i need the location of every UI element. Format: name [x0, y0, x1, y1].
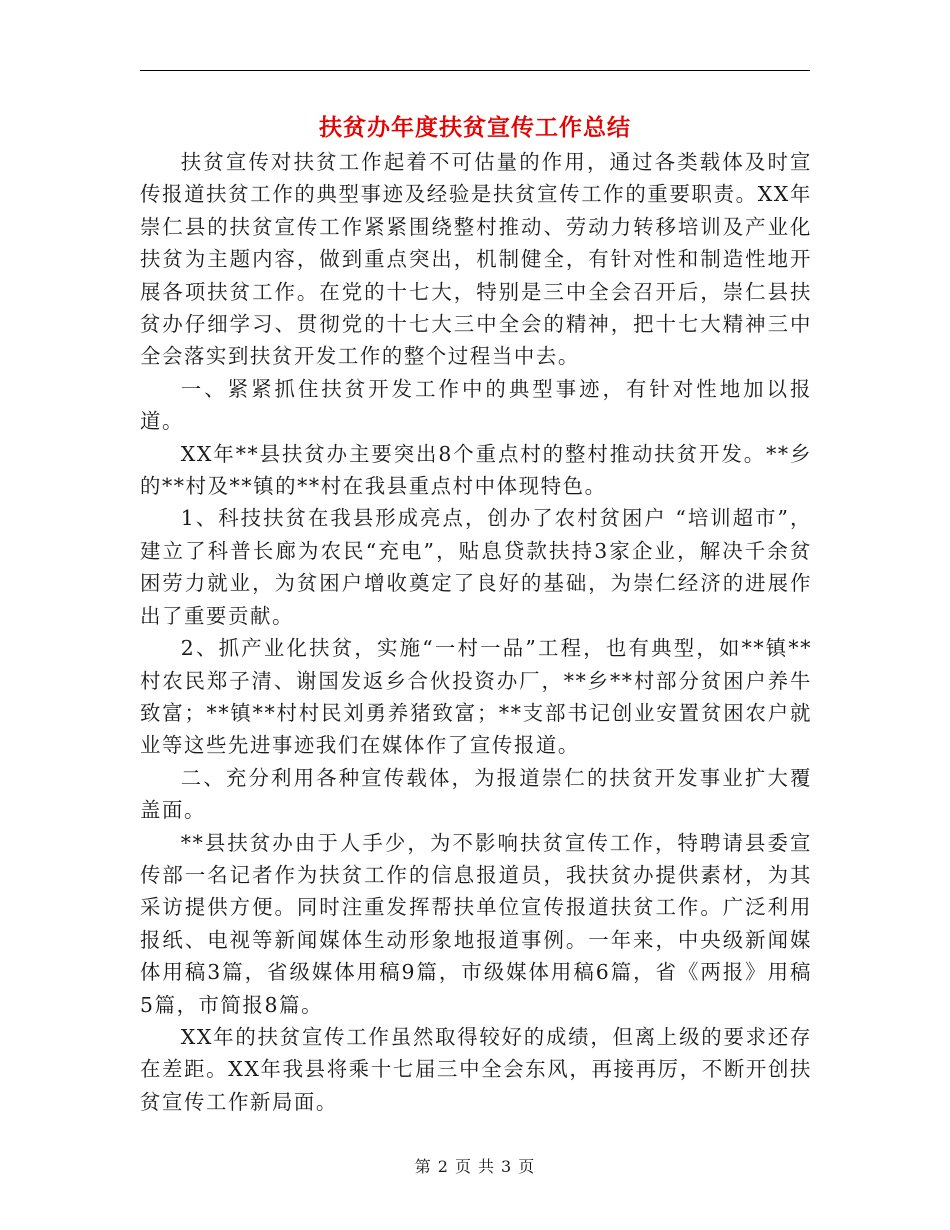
paragraph-media-coverage: **县扶贫办由于人手少，为不影响扶贫宣传工作，特聘请县委宣传部一名记者作为扶贫工作的信息报道员，我扶贫办提供素材，为其采访提供方便。同时注重发挥帮扶单位宣传报道扶贫工作。广泛利用报纸、电视等新闻媒体生动形象地报道事例。一年来，中央级新闻媒体用稿3篇，省级媒体用稿9篇，市级媒体用稿6篇，省《两报》用稿5篇，市简报8篇。: [140, 830, 812, 1017]
page-label-mid: 页 共: [454, 1157, 496, 1176]
page-label-suffix: 页: [518, 1157, 536, 1176]
paragraph-section-one-heading: 一、紧紧抓住扶贫开发工作中的典型事迹，有针对性地加以报道。: [140, 376, 812, 434]
page-current-number: 2: [437, 1157, 449, 1176]
document-title: 扶贫办年度扶贫宣传工作总结: [319, 114, 631, 141]
paragraph-section-two-heading: 二、充分利用各种宣传载体，为报道崇仁的扶贫开发事业扩大覆盖面。: [140, 765, 812, 823]
page-total-number: 3: [501, 1157, 513, 1176]
paragraph-tech-poverty-relief: 1、科技扶贫在我县形成亮点，创办了农村贫困户 “培训超市”，建立了科普长廊为农民“充电”，贴息贷款扶持3家企业，解决千余贫困劳力就业，为贫困户增收奠定了良好的基础，为崇仁经济的进展作出了重要贡献。: [140, 506, 812, 628]
paragraph-conclusion: XX年的扶贫宣传工作虽然取得较好的成绩，但离上级的要求还存在差距。XX年我县将乘十七届三中全会东风，再接再厉，不断开创扶贫宣传工作新局面。: [140, 1024, 812, 1114]
header-rule: [140, 70, 810, 71]
page-footer: [0, 1156, 950, 1178]
paragraph-key-villages: XX年**县扶贫办主要突出8个重点村的整村推动扶贫开发。**乡的**村及**镇的**村在我县重点村中体现特色。: [140, 441, 812, 499]
paragraph-industrial-poverty-relief: 2、抓产业化扶贫，实施“一村一品”工程，也有典型，如**镇**村农民郑子清、谢国发返乡合伙投资办厂，**乡**村部分贫困户养牛致富；**镇**村村民刘勇养猪致富；**支部书记创业安置贫困农户就业等这些先进事迹我们在媒体作了宣传报道。: [140, 636, 812, 758]
paragraph-intro: 扶贫宣传对扶贫工作起着不可估量的作用，通过各类载体及时宣传报道扶贫工作的典型事迹及经验是扶贫宣传工作的重要职责。XX年崇仁县的扶贫宣传工作紧紧围绕整村推动、劳动力转移培训及产业化扶贫为主题内容，做到重点突出，机制健全，有针对性和制造性地开展各项扶贫工作。在党的十七大，特别是三中全会召开后，崇仁县扶贫办仔细学习、贯彻党的十七大三中全会的精神，把十七大精神三中全会落实到扶贫开发工作的整个过程当中去。: [140, 150, 812, 369]
document-body: [140, 146, 812, 1118]
page-label-prefix: 第: [414, 1157, 432, 1176]
